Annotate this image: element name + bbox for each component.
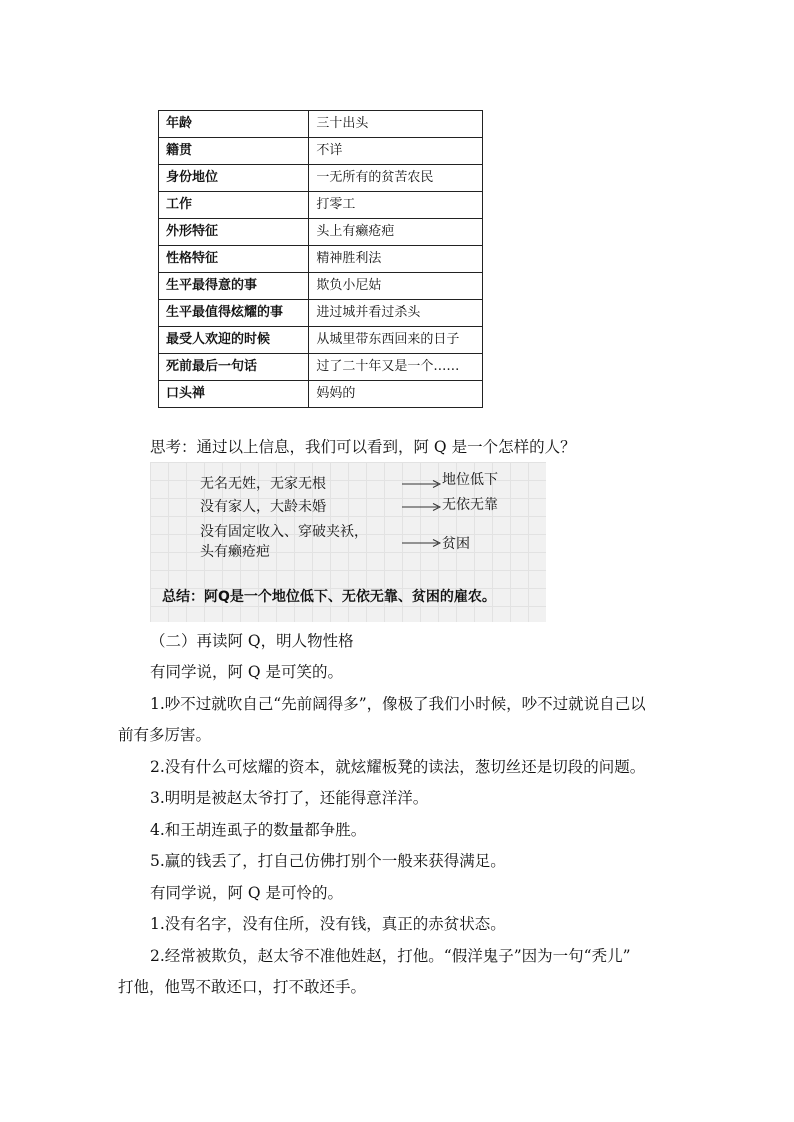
table-row xyxy=(159,354,483,381)
table-row xyxy=(159,192,483,219)
row-value: 一无所有的贫苦农民 xyxy=(309,165,483,192)
funny-point-2: 2.没有什么可炫耀的资本，就炫耀板凳的读法，葱切丝还是切段的问题。 xyxy=(150,758,646,776)
character-info-table xyxy=(158,110,483,408)
figure-summary: 总结：阿Q是一个地位低下、无依无靠、贫困的雇农。 xyxy=(162,589,496,605)
row-label: 工作 xyxy=(159,192,309,219)
table-row xyxy=(159,327,483,354)
arrow-right-icon xyxy=(402,502,442,512)
row-label: 口头禅 xyxy=(159,381,309,408)
pitiful-point-2-line1: 2.经常被欺负，赵太爷不准他姓赵，打他。“假洋鬼子”因为一句“秃儿” xyxy=(150,947,631,965)
row-value: 过了二十年又是一个…… xyxy=(309,354,483,381)
row-label: 外形特征 xyxy=(159,219,309,246)
row-label: 生平最值得炫耀的事 xyxy=(159,300,309,327)
row-label: 籍贯 xyxy=(159,138,309,165)
row-label: 最受人欢迎的时候 xyxy=(159,327,309,354)
table-row xyxy=(159,300,483,327)
figure-result-3: 贫困 xyxy=(442,536,470,552)
row-label: 性格特征 xyxy=(159,246,309,273)
row-value: 精神胜利法 xyxy=(309,246,483,273)
table-row xyxy=(159,246,483,273)
row-value: 头上有癞疮疤 xyxy=(309,219,483,246)
row-label: 年龄 xyxy=(159,111,309,138)
row-value: 从城里带东西回来的日子 xyxy=(309,327,483,354)
pitiful-intro: 有同学说，阿 Q 是可怜的。 xyxy=(150,884,344,902)
figure-cause-2: 没有家人，大龄未婚 xyxy=(200,499,326,515)
table-row xyxy=(159,111,483,138)
funny-point-3: 3.明明是被赵太爷打了，还能得意洋洋。 xyxy=(150,789,429,807)
funny-point-1-line1: 1.吵不过就吹自己“先前阔得多”，像极了我们小时候，吵不过就说自己以 xyxy=(150,695,646,713)
section-heading: （二）再读阿 Q，明人物性格 xyxy=(150,632,354,650)
figure-cause-1: 无名无姓，无家无根 xyxy=(200,476,326,492)
row-value: 不详 xyxy=(309,138,483,165)
thinking-question: 思考：通过以上信息，我们可以看到，阿 Q 是一个怎样的人？ xyxy=(150,438,576,456)
table-row xyxy=(159,219,483,246)
row-label: 死前最后一句话 xyxy=(159,354,309,381)
table-row xyxy=(159,381,483,408)
arrow-right-icon xyxy=(402,538,442,548)
row-value: 欺负小尼姑 xyxy=(309,273,483,300)
funny-intro: 有同学说，阿 Q 是可笑的。 xyxy=(150,663,344,681)
funny-point-5: 5.赢的钱丢了，打自己仿佛打别个一般来获得满足。 xyxy=(150,852,506,870)
summary-figure xyxy=(150,462,546,622)
arrow-right-icon xyxy=(402,479,442,489)
funny-point-1-line2: 前有多厉害。 xyxy=(118,726,212,744)
row-value: 妈妈的 xyxy=(309,381,483,408)
funny-point-4: 4.和王胡连虱子的数量都争胜。 xyxy=(150,821,367,839)
row-value: 进过城并看过杀头 xyxy=(309,300,483,327)
row-label: 身份地位 xyxy=(159,165,309,192)
table-row xyxy=(159,138,483,165)
pitiful-point-2-line2: 打他，他骂不敢还口，打不敢还手。 xyxy=(118,978,367,996)
pitiful-point-1: 1.没有名字，没有住所，没有钱，真正的赤贫状态。 xyxy=(150,915,506,933)
row-value: 打零工 xyxy=(309,192,483,219)
figure-result-2: 无依无靠 xyxy=(442,497,498,513)
figure-cause-3-line1: 没有固定收入、穿破夹袄， xyxy=(200,524,368,540)
table-row xyxy=(159,165,483,192)
figure-result-1: 地位低下 xyxy=(442,472,498,488)
row-label: 生平最得意的事 xyxy=(159,273,309,300)
row-value: 三十出头 xyxy=(309,111,483,138)
figure-cause-3-line2: 头有癞疮疤 xyxy=(200,544,270,560)
table-row xyxy=(159,273,483,300)
